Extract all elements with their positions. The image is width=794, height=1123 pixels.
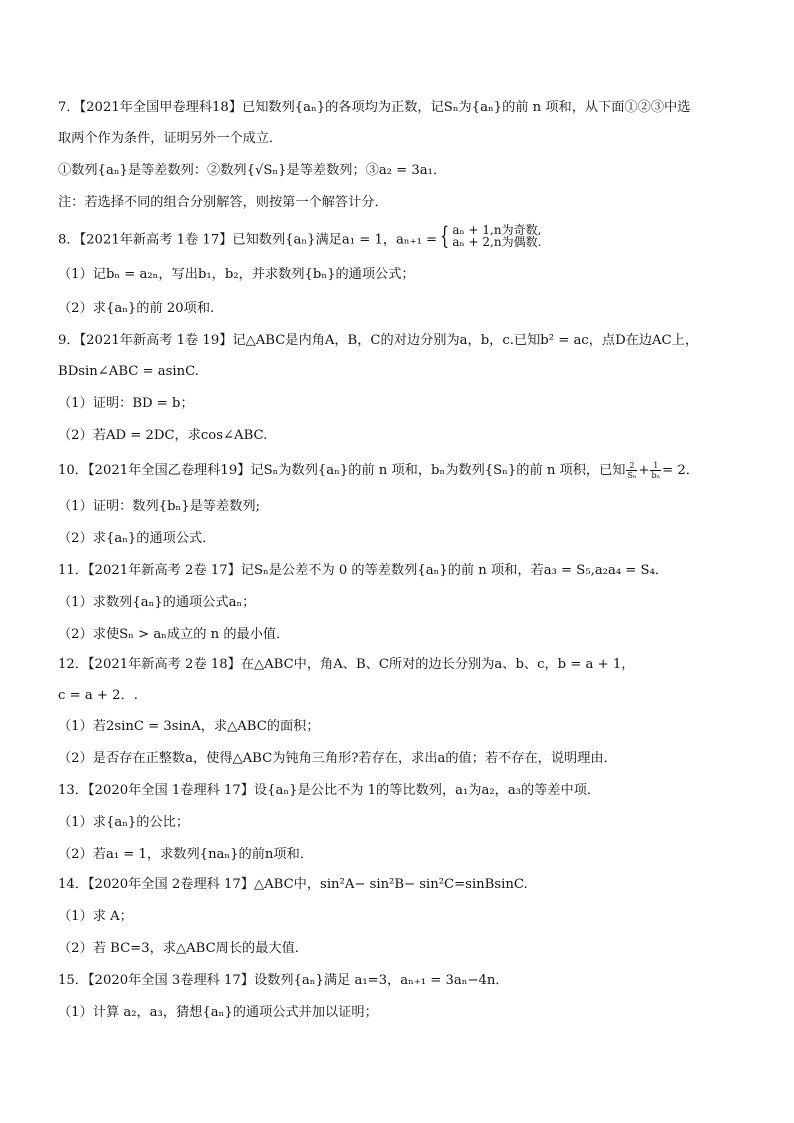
problem-8-case-1: aₙ + 1,n为奇数, bbox=[452, 223, 542, 237]
problem-8-case-2: aₙ + 2,n为偶数. bbox=[452, 235, 542, 249]
problem-14-q2: （2）若 BC=3，求△ABC周长的最大值. bbox=[58, 941, 299, 956]
problem-10-q2: （2）求{aₙ}的通项公式． bbox=[58, 531, 216, 546]
problem-12-q1: （1）若2sinC = 3sinA，求△ABC的面积； bbox=[58, 719, 320, 734]
problem-7-line-2: 取两个作为条件，证明另外一个成立． bbox=[58, 131, 283, 146]
problem-11-q1: （1）求数列{aₙ}的通项公式aₙ； bbox=[58, 595, 256, 610]
problem-9-line-2: BDsin∠ABC = asinC. bbox=[58, 364, 199, 379]
problem-13-q1: （1）求{aₙ}的公比； bbox=[58, 815, 190, 830]
plus-sign: + bbox=[638, 463, 650, 478]
problem-14-q1: （1）求 A； bbox=[58, 909, 133, 924]
problem-12-q2: （2）是否存在正整数a，使得△ABC为钝角三角形?若存在，求出a的值；若不存在，说明理由． bbox=[58, 751, 617, 766]
problem-8-head: 8．【2021年新高考 1卷 17】已知数列{aₙ}满足a₁ = 1，aₙ₊₁ = bbox=[58, 232, 438, 248]
problem-7-line-3: ①数列{aₙ}是等差数列：②数列{√Sₙ}是等差数列；③a₂ = 3a₁． bbox=[58, 163, 447, 178]
problem-12-line-2: c = a + 2．. bbox=[58, 688, 138, 703]
problem-11-q2: （2）求使Sₙ > aₙ成立的 n 的最小值． bbox=[58, 627, 290, 642]
problem-13-q2: （2）若a₁ = 1，求数列{naₙ}的前n项和． bbox=[58, 847, 313, 862]
problem-8-q2: （2）求{aₙ}的前 20项和. bbox=[58, 301, 215, 316]
problem-10-line-1 bbox=[58, 461, 754, 481]
problem-11-line-1: 11．【2021年新高考 2卷 17】记Sₙ是公差不为 0 的等差数列{aₙ}的前 n 项和，若a₃ = S₅,a₂a₄ = S₄． bbox=[58, 563, 669, 578]
problem-8-q1: （1）记bₙ = a₂ₙ，写出b₁，b₂，并求数列{bₙ}的通项公式； bbox=[58, 267, 415, 282]
fraction-1-over-bn: $\frac{1}{\text{bₙ}}$ bbox=[651, 461, 661, 480]
problem-9-line-1: 9．【2021年新高考 1卷 19】记△ABC是内角A，B，C的对边分别为a，b，c.已知b² = ac，点D在边AC上， bbox=[58, 333, 699, 348]
problem-15-line-1: 15．【2020年全国 3卷理科 17】设数列{aₙ}满足 a₁=3，aₙ₊₁ = 3aₙ−4n． bbox=[58, 973, 509, 988]
problem-10-equals: = 2． bbox=[662, 463, 699, 478]
left-brace-icon: { bbox=[440, 222, 450, 250]
problem-7-line-1: 7．【2021年全国甲卷理科18】已知数列{aₙ}的各项均为正数，记Sₙ为{aₙ}的前 n 项和，从下面①②③中选 bbox=[58, 100, 691, 115]
problem-15-q1: （1）计算 a₂，a₃，猜想{aₙ}的通项公式并加以证明； bbox=[58, 1005, 378, 1020]
problem-9-q2: （2）若AD = 2DC，求cos∠ABC. bbox=[58, 428, 268, 443]
problem-8-cases bbox=[437, 224, 541, 248]
problem-9-q1: （1）证明：BD = b； bbox=[58, 396, 194, 411]
problem-7-note: 注：若选择不同的组合分别解答，则按第一个解答计分． bbox=[58, 195, 388, 210]
problem-10-text: 10．【2021年全国乙卷理科19】记Sₙ为数列{aₙ}的前 n 项和，bₙ为数列{Sₙ}的前 n 项积，已知 bbox=[58, 463, 626, 478]
problem-10-q1: （1）证明：数列{bₙ}是等差数列; bbox=[58, 499, 261, 514]
problem-13-line-1: 13．【2020年全国 1卷理科 17】设{aₙ}是公比不为 1的等比数列，a₁为a₂，a₃的等差中项． bbox=[58, 783, 601, 798]
problem-12-line-1: 12．【2021年新高考 2卷 18】在△ABC中，角A、B、C所对的边长分别为a、b、c，b = a + 1， bbox=[58, 657, 635, 672]
fraction-2-over-sn: $\frac{2}{\text{Sₙ}}$ bbox=[627, 461, 637, 480]
problem-14-line-1: 14．【2020年全国 2卷理科 17】△ABC中，sin²A− sin²B− sin²C=sinBsinC. bbox=[58, 877, 528, 892]
problem-8-line-1 bbox=[58, 222, 754, 252]
